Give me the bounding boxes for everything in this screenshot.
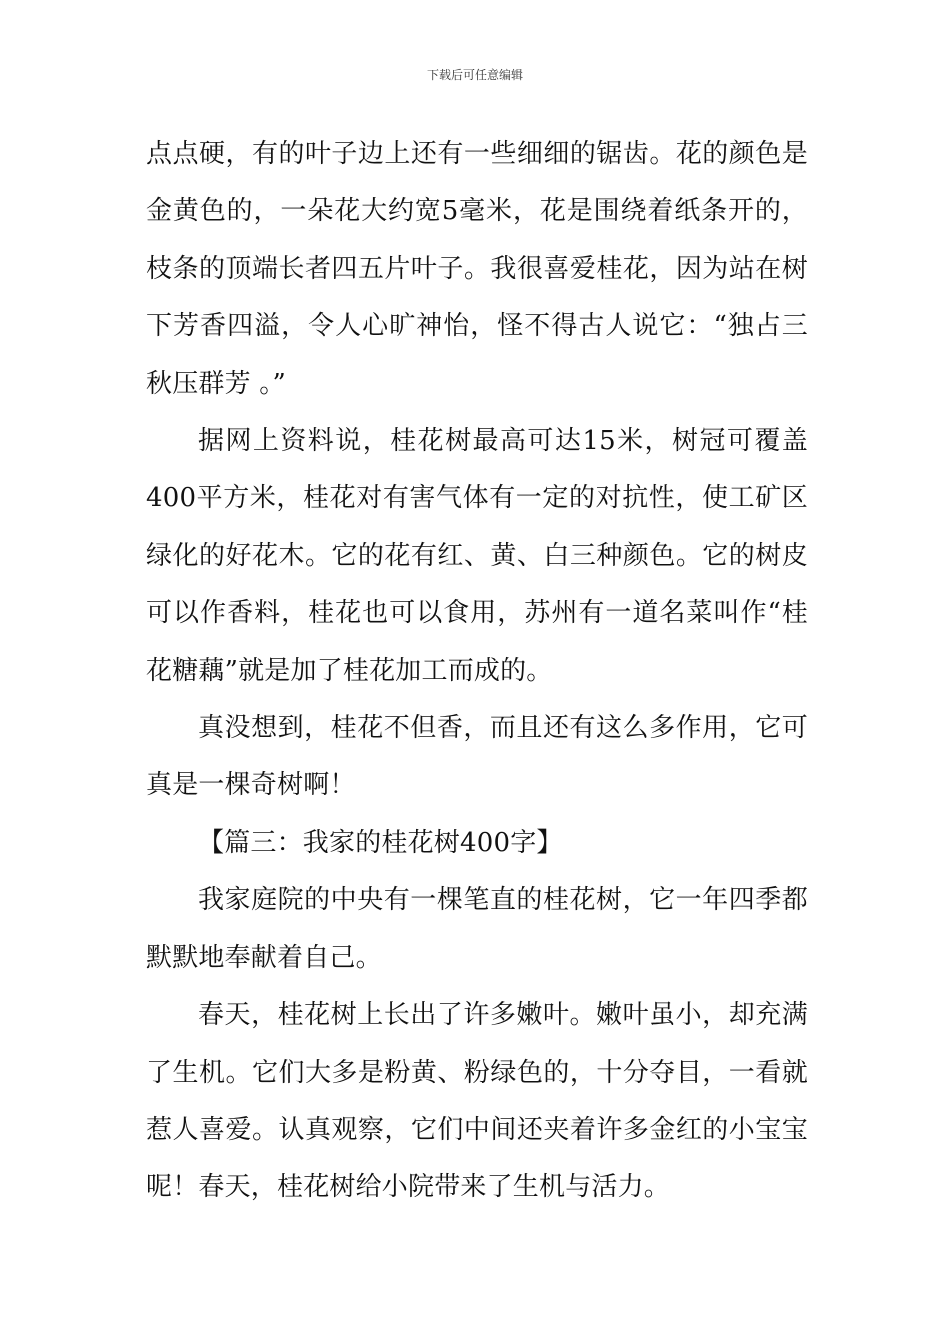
paragraph-spring: 春天，桂花树上长出了许多嫩叶。嫩叶虽小，却充满了生机。它们大多是粉黄、粉绿色的，十分夺目，一看就惹人喜爱。认真观察，它们中间还夹着许多金红的小宝宝呢！春天，桂花树给小院带来了生机与活力。 [146,1000,808,1203]
document-body [146,126,808,1217]
paragraph-osmanthus-description: 点点硬，有的叶子边上还有一些细细的锯齿。花的颜色是金黄色的，一朵花大约宽5毫米，花是围绕着纸条开的，枝条的顶端长者四五片叶子。我很喜爱桂花，因为站在树下芳香四溢，令人心旷神怡，怪不得古人说它：“独占三秋压群芳 。” [146,139,808,399]
section-heading: 【篇三：我家的桂花树400字】 [198,827,563,858]
paragraph-courtyard-tree: 我家庭院的中央有一棵笔直的桂花树，它一年四季都默默地奉献着自己。 [146,885,808,973]
page-header: 下载后可任意编辑 [426,68,523,82]
paragraph-osmanthus-conclusion: 真没想到，桂花不但香，而且还有这么多作用，它可真是一棵奇树啊！ [146,713,808,801]
paragraph-osmanthus-facts: 据网上资料说，桂花树最高可达15米，树冠可覆盖400平方米，桂花对有害气体有一定的对抗性，使工矿区绿化的好花木。它的花有红、黄、白三种颜色。它的树皮可以作香料，桂花也可以食用，苏州有一道名菜叫作“桂花糖藕”就是加了桂花加工而成的。 [146,426,808,686]
